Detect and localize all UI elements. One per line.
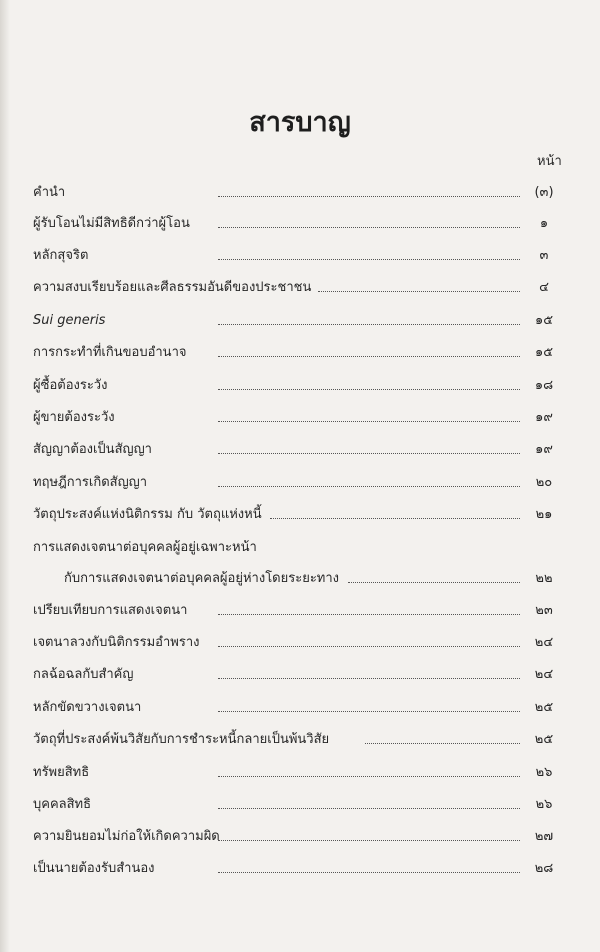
toc-entry-title: ทฤษฎีการเกิดสัญญา — [33, 475, 148, 490]
toc-dot-leader — [270, 518, 520, 519]
toc-dot-leader — [218, 421, 520, 422]
toc-entry-page-number: ๒๔ — [534, 667, 554, 682]
toc-entry — [0, 504, 600, 526]
toc-entry — [0, 762, 600, 784]
toc-entry-title: กลฉ้อฉลกับสำคัญ — [33, 667, 134, 682]
toc-dot-leader — [318, 291, 520, 292]
toc-entry — [0, 826, 600, 848]
toc-entry — [0, 729, 600, 751]
toc-entry-page-number: ๒๐ — [535, 475, 553, 490]
toc-dot-leader — [218, 872, 520, 873]
toc-entry-page-number: ๒๕ — [534, 700, 554, 715]
toc-dot-leader — [218, 711, 520, 712]
toc-dot-leader — [218, 646, 520, 647]
toc-dot-leader — [218, 227, 520, 228]
toc-entry-title: บุคคลสิทธิ — [33, 797, 92, 812]
toc-dot-leader — [218, 259, 520, 260]
toc-entry — [0, 794, 600, 816]
toc-dot-leader — [348, 582, 520, 583]
toc-dot-leader — [218, 808, 520, 809]
toc-entry — [0, 310, 600, 332]
toc-dot-leader — [218, 840, 520, 841]
toc-entry-title: คำนำ — [33, 185, 66, 200]
toc-entry-page-number: ๑๙ — [535, 442, 553, 457]
toc-entry-page-number: ๒๔ — [534, 635, 554, 650]
toc-entry-page-number: ๒๑ — [535, 507, 553, 522]
toc-entry-title: หลักสุจริต — [33, 248, 89, 263]
toc-entry-page-number: ๑๕ — [534, 313, 554, 328]
toc-entry-title: ความสงบเรียบร้อยและศีลธรรมอันดีของประชาชน — [33, 280, 312, 295]
toc-entry-page-number: ๑๕ — [534, 345, 554, 360]
toc-entry-page-number: ๒๕ — [534, 732, 554, 747]
toc-entry-title: เป็นนายต้องรับสำนอง — [33, 861, 155, 876]
toc-entry-page-number: ๒๗ — [534, 829, 554, 844]
toc-entry — [0, 537, 600, 559]
toc-entry — [0, 664, 600, 686]
toc-entry-title: เปรียบเทียบการแสดงเจตนา — [33, 603, 188, 618]
page-title: สารบาญ — [249, 107, 351, 138]
toc-entry-title: สัญญาต้องเป็นสัญญา — [33, 442, 152, 457]
toc-entry — [0, 407, 600, 429]
toc-entry-page-number: ๒๒ — [535, 571, 553, 586]
toc-dot-leader — [365, 743, 520, 744]
toc-entry-page-number: ๑๘ — [534, 378, 554, 393]
toc-entry-page-number: ๑ — [539, 216, 549, 231]
toc-entry-title: ความยินยอมไม่ก่อให้เกิดความผิด — [33, 829, 220, 844]
toc-entry-page-number: ๑๙ — [535, 410, 553, 425]
toc-entry — [0, 277, 600, 299]
toc-entry-title: การแสดงเจตนาต่อบุคคลผู้อยู่เฉพาะหน้า — [33, 540, 257, 555]
toc-entry-title: วัตถุประสงค์แห่งนิติกรรม กับ วัตถุแห่งหนี้ — [33, 507, 262, 522]
toc-entry — [0, 568, 600, 590]
toc-entry-page-number: (๓) — [534, 185, 554, 200]
toc-entry-title: หลักขัดขวางเจตนา — [33, 700, 142, 715]
toc-entry — [0, 858, 600, 880]
toc-dot-leader — [218, 196, 520, 197]
toc-entry-title: Sui generis — [33, 313, 106, 328]
toc-entry — [0, 472, 600, 494]
toc-entry-title: กับการแสดงเจตนาต่อบุคคลผู้อยู่ห่างโดยระยะทาง — [64, 571, 340, 586]
toc-entry — [0, 213, 600, 235]
toc-entry-title: ผู้รับโอนไม่มีสิทธิดีกว่าผู้โอน — [33, 216, 190, 231]
toc-dot-leader — [218, 614, 520, 615]
toc-entry — [0, 182, 600, 204]
toc-entry-title: ผู้ขายต้องระวัง — [33, 410, 115, 425]
toc-entry-title: ผู้ซื้อต้องระวัง — [33, 378, 108, 393]
toc-entry — [0, 632, 600, 654]
toc-entry-page-number: ๒๖ — [535, 797, 553, 812]
toc-entry — [0, 600, 600, 622]
toc-entry-page-number: ๒๖ — [535, 765, 553, 780]
toc-dot-leader — [218, 389, 520, 390]
toc-entry-title: เจตนาลวงกับนิติกรรมอำพราง — [33, 635, 200, 650]
toc-entry-page-number: ๓ — [539, 248, 549, 263]
toc-entry-page-number: ๒๓ — [535, 603, 553, 618]
toc-entry-title: การกระทำที่เกินขอบอำนาจ — [33, 345, 187, 360]
toc-entry-title: วัตถุที่ประสงค์พ้นวิสัยกับการชำระหนี้กลายเป็นพ้นวิสัย — [33, 732, 330, 747]
toc-dot-leader — [218, 356, 520, 357]
toc-dot-leader — [218, 486, 520, 487]
toc-entry — [0, 697, 600, 719]
toc-entry-page-number: ๔ — [539, 280, 549, 295]
toc-entry-title: ทรัพยสิทธิ — [33, 765, 90, 780]
toc-entry — [0, 439, 600, 461]
toc-entry — [0, 342, 600, 364]
toc-entry — [0, 245, 600, 267]
page-number-column-header: หน้า — [537, 154, 562, 169]
toc-dot-leader — [218, 324, 520, 325]
toc-dot-leader — [218, 453, 520, 454]
toc-dot-leader — [218, 678, 520, 679]
toc-entry — [0, 375, 600, 397]
toc-dot-leader — [218, 776, 520, 777]
toc-entry-page-number: ๒๘ — [534, 861, 554, 876]
